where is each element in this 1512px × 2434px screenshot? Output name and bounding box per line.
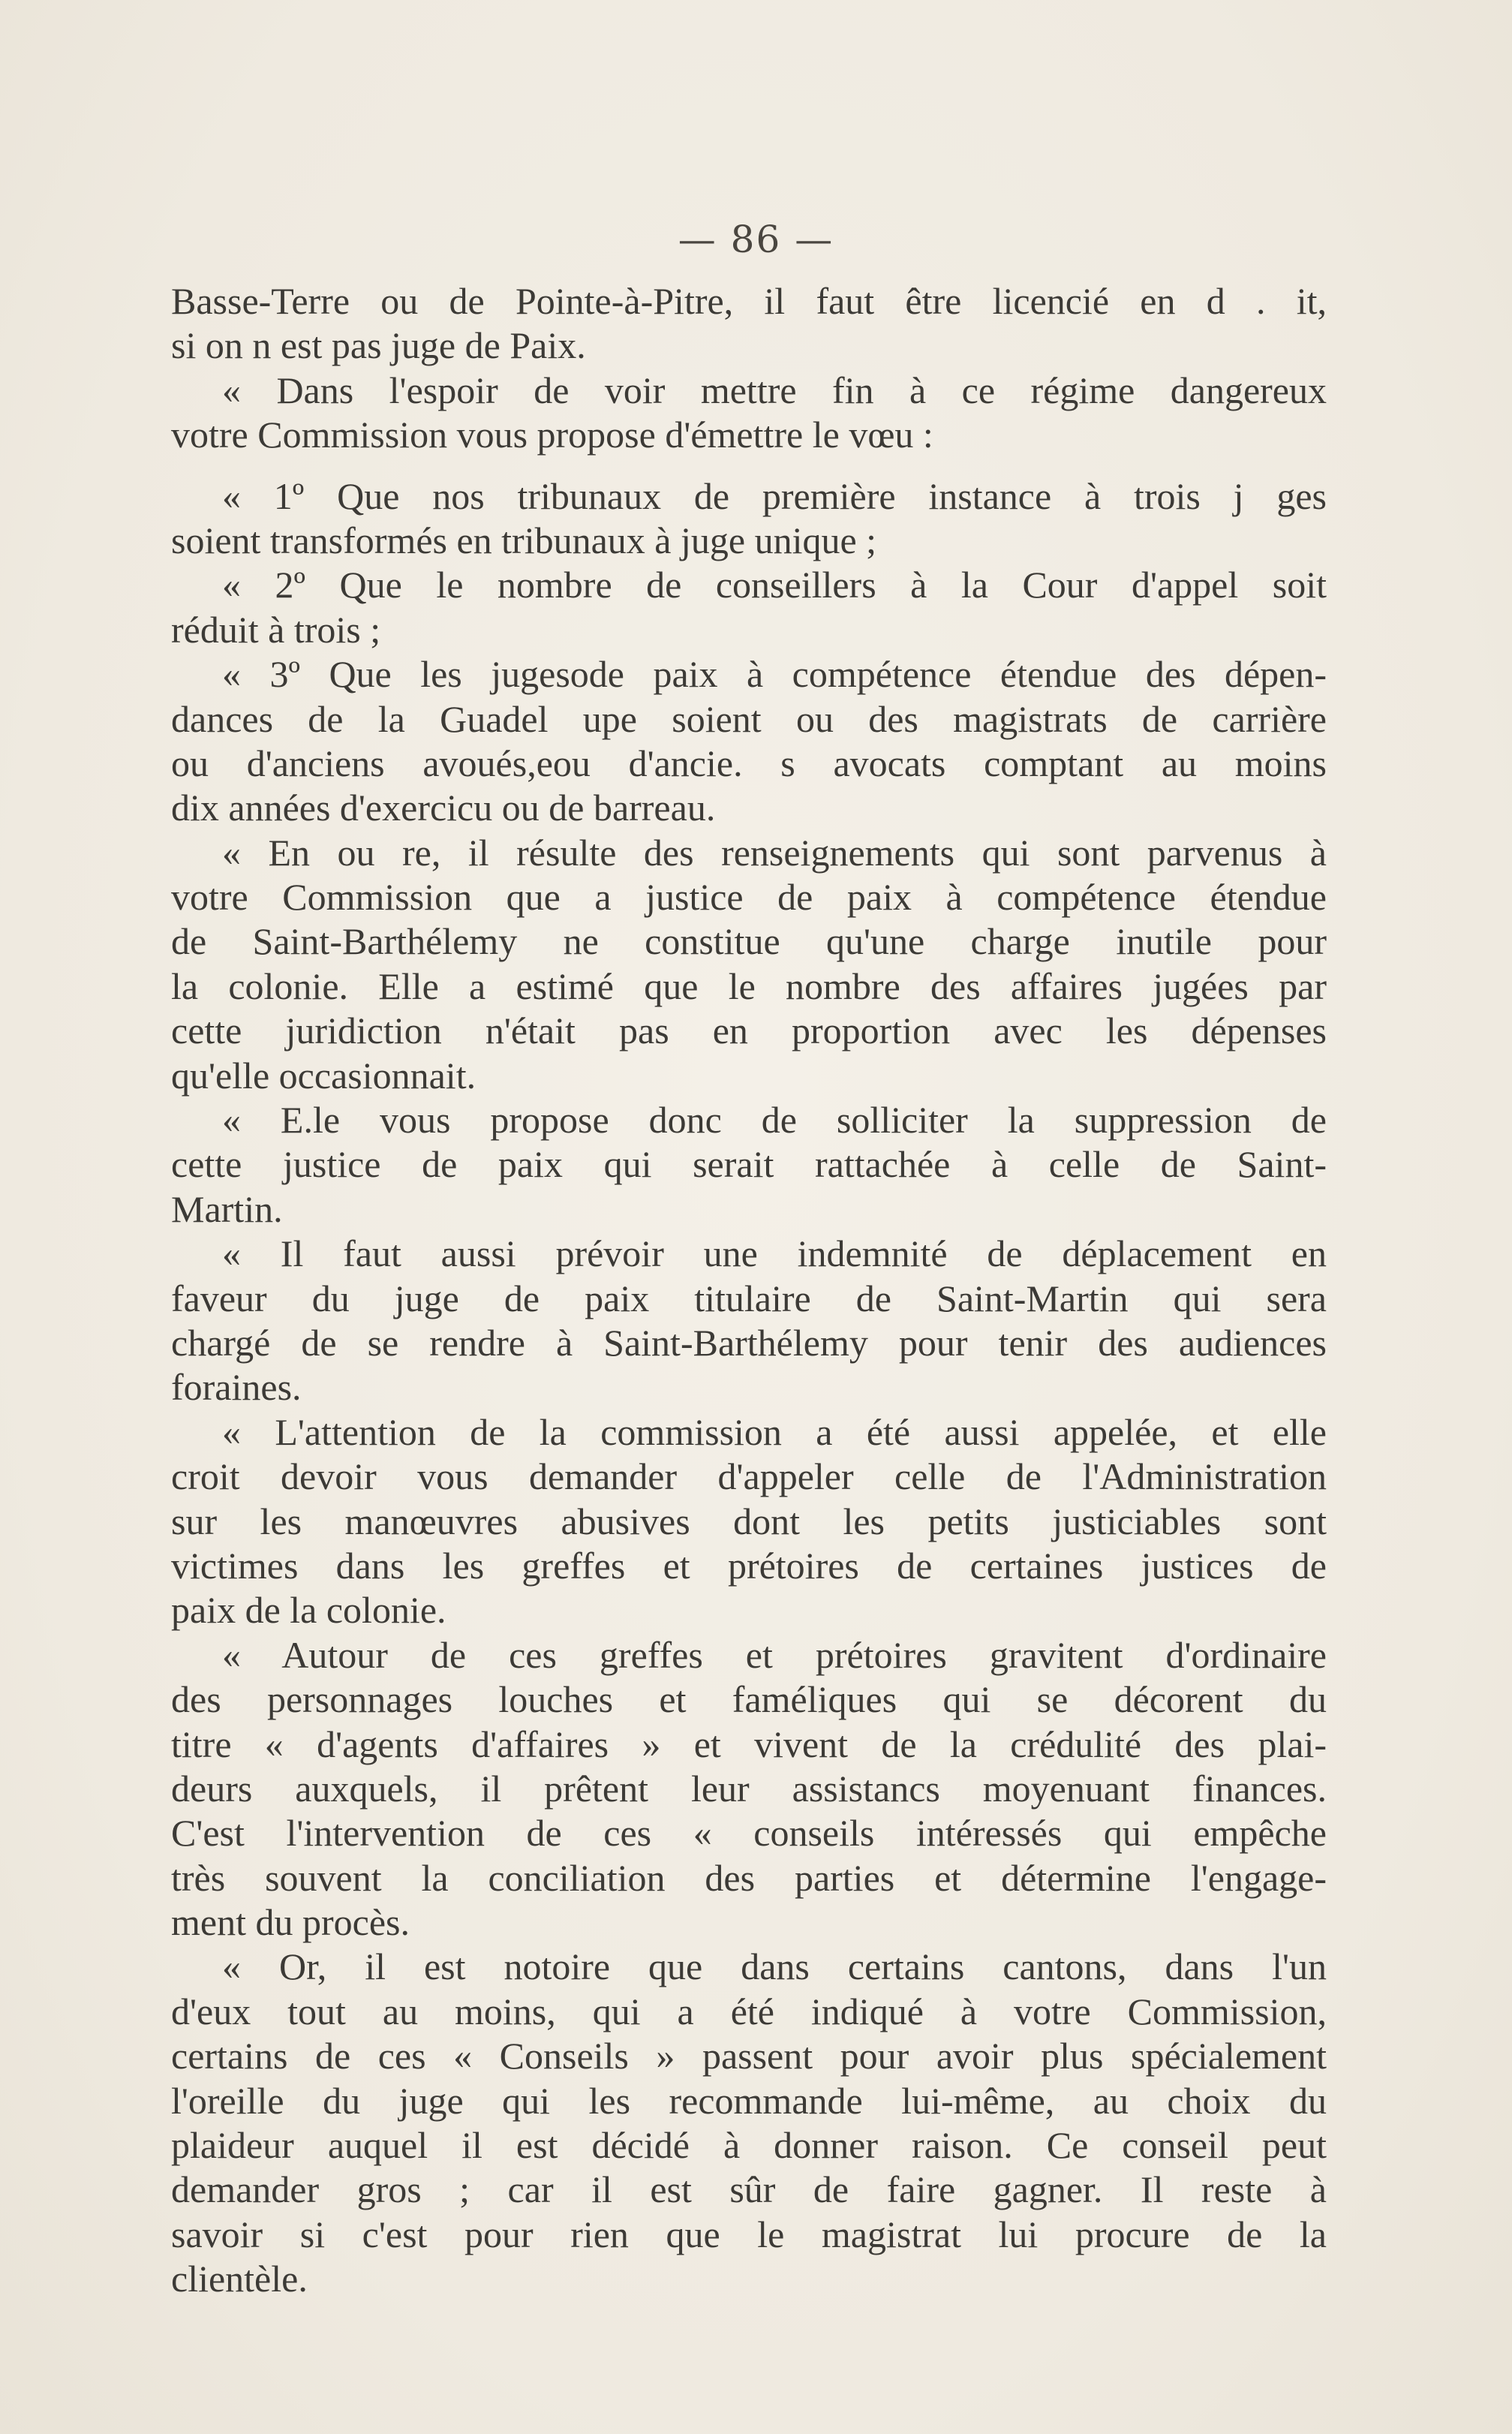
text-line: « Or, il est notoire que dans certains cantons, dans l'un [222,1945,1327,1988]
text-line: Martin. [171,1187,283,1230]
text-line: très souvent la conciliation des parties et détermine l'engage- [171,1856,1327,1899]
text-line: « En ou re, il résulte des renseignements qui sont parvenus à [222,831,1327,874]
text-line: cette juridiction n'était pas en proportion avec les dépenses [171,1009,1327,1052]
text-line: sur les manœuvres abusives dont les petits justiciables sont [171,1500,1327,1542]
paragraph-gap [171,458,1327,474]
body-text [171,279,1327,2302]
text-line: deurs auxquels, il prêtent leur assistancs moyenuant finances. [171,1767,1327,1810]
text-line: de Saint-Barthélemy ne constitue qu'une charge inutile pour [171,920,1327,963]
text-line: d'eux tout au moins, qui a été indiqué à votre Commission, [171,1990,1327,2032]
text-line: « Il faut aussi prévoir une indemnité de déplacement en [222,1232,1327,1275]
text-line: ment du procès. [171,1901,410,1944]
text-line: votre Commission que a justice de paix à compétence étendue [171,876,1327,919]
text-line: titre « d'agents d'affaires » et vivent de la crédulité des plai- [171,1722,1327,1765]
page-number: — 86 — [678,218,834,261]
text-line: foraines. [171,1366,302,1409]
text-line: qu'elle occasionnait. [171,1054,476,1097]
text-line: des personnages louches et faméliques qui se décorent du [171,1678,1327,1721]
text-line: clientèle. [171,2258,308,2300]
text-line: si on n est pas juge de Paix. [171,324,586,367]
text-line: dix années d'exercicu ou de barreau. [171,787,716,829]
text-line: « Dans l'espoir de voir mettre fin à ce régime dangereux [222,369,1327,411]
text-line: « 1º Que nos tribunaux de première instance à trois j ges [222,474,1327,517]
text-line: réduit à trois ; [171,608,381,651]
text-line: « 2º Que le nombre de conseillers à la Cour d'appel soit [222,564,1327,606]
text-line: votre Commission vous propose d'émettre le vœu : [171,414,933,456]
text-line: Basse-Terre ou de Pointe-à-Pitre, il faut être licencié en d . it, [171,280,1327,322]
text-line: C'est l'intervention de ces « conseils intéressés qui empêche [171,1812,1327,1855]
text-line: « Autour de ces greffes et prétoires gravitent d'ordinaire [222,1633,1327,1676]
text-line: demander gros ; car il est sûr de faire gagner. Il reste à [171,2168,1327,2211]
text-line: paix de la colonie. [171,1589,446,1632]
text-line: « L'attention de la commission a été aussi appelée, et elle [222,1410,1327,1453]
text-line: « 3º Que les jugesode paix à compétence étendue des dépen- [222,653,1327,696]
text-line: cette justice de paix qui serait rattachée à celle de Saint- [171,1143,1327,1186]
text-line: soient transformés en tribunaux à juge unique ; [171,519,877,561]
text-line: croit devoir vous demander d'appeler celle de l'Administration [171,1455,1327,1498]
text-line: la colonie. Elle a estimé que le nombre des affaires jugées par [171,964,1327,1007]
text-line: plaideur auquel il est décidé à donner raison. Ce conseil peut [171,2124,1327,2167]
text-line: dances de la Guadel upe soient ou des magistrats de carrière [171,697,1327,740]
text-line: victimes dans les greffes et prétoires de certaines justices de [171,1544,1327,1587]
text-line: certains de ces « Conseils » passent pour avoir plus spécialement [171,2035,1327,2077]
text-line: l'oreille du juge qui les recommande lui-même, au choix du [171,2079,1327,2122]
text-line: savoir si c'est pour rien que le magistrat lui procure de la [171,2213,1327,2255]
text-line: « E.le vous propose donc de solliciter la suppression de [222,1099,1327,1142]
text-line: faveur du juge de paix titulaire de Saint-Martin qui sera [171,1277,1327,1319]
text-line: ou d'anciens avoués,eou d'ancie. s avocats comptant au moins [171,742,1327,784]
text-line: chargé de se rendre à Saint-Barthélemy pour tenir des audiences [171,1321,1327,1364]
